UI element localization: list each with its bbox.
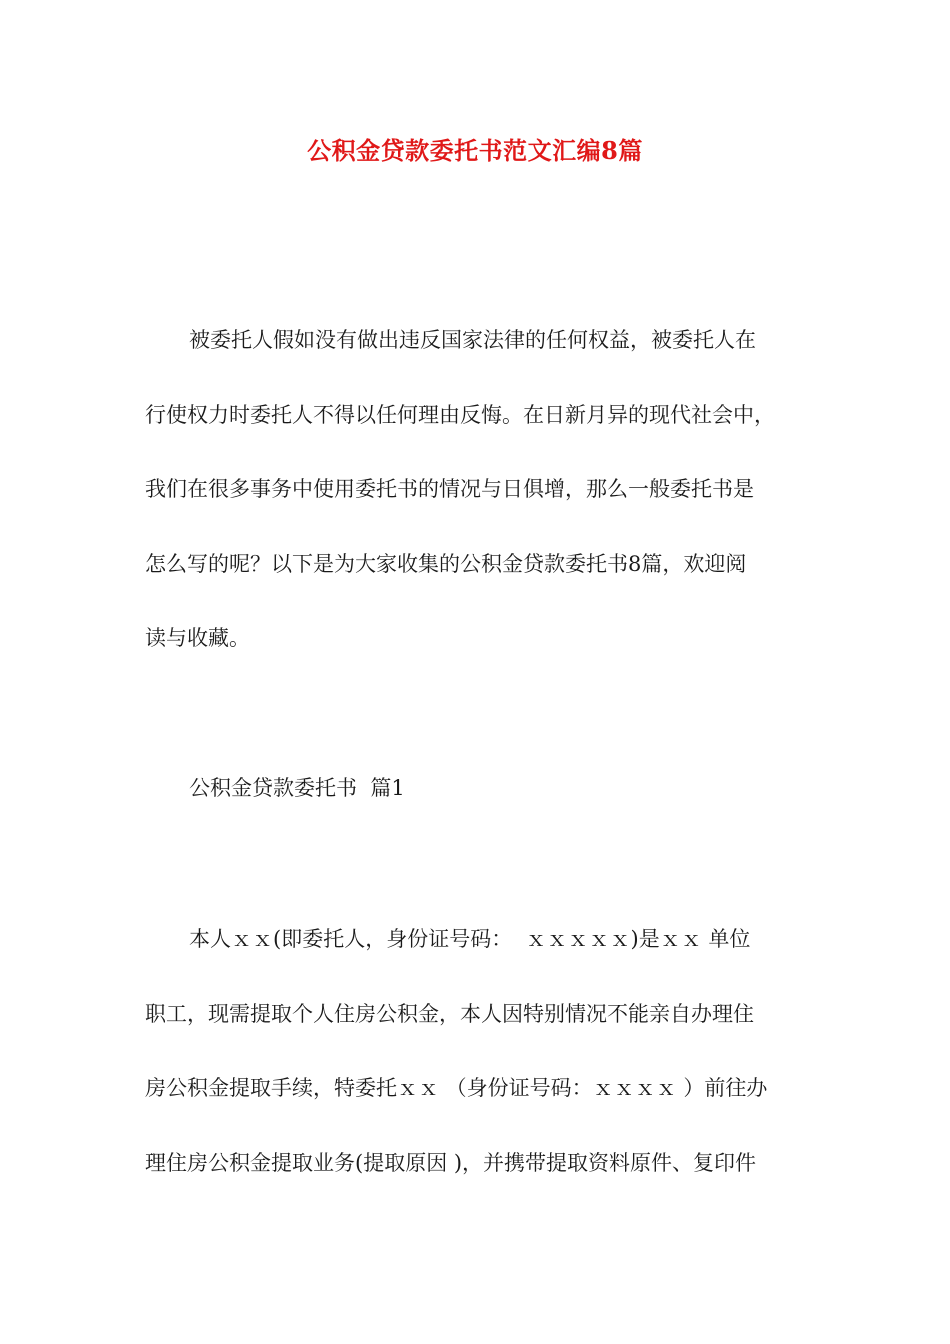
document-title: 公积金贷款委托书范文汇编8篇 [307, 136, 643, 165]
section-1-paragraph [145, 919, 810, 1217]
text-line: 被委托人假如没有做出违反国家法律的任何权益，被委托人在 [189, 328, 756, 352]
intro-paragraph [145, 320, 810, 693]
text-line: 理住房公积金提取业务(提取原因 )，并携带提取资料原件、复印件 [145, 1150, 757, 1175]
text-line: 读与收藏。 [145, 626, 250, 650]
text-line: 本人ｘｘ(即委托人，身份证号码： ｘｘｘｘｘ)是ｘｘ 单位 [189, 927, 751, 951]
text-line: 怎么写的呢？以下是为大家收集的公积金贷款委托书8篇，欢迎阅 [145, 551, 747, 576]
text-line: 房公积金提取手续，特委托ｘｘ （身份证号码：ｘｘｘｘ ）前往办 [145, 1076, 768, 1100]
text-line: 职工，现需提取个人住房公积金，本人因特别情况不能亲自办理住 [145, 1001, 754, 1026]
section-heading: 公积金贷款委托书 篇1 [189, 776, 405, 800]
text-line: 行使权力时委托人不得以任何理由反悔。在日新月异的现代社会中， [145, 402, 775, 427]
text-line: 我们在很多事务中使用委托书的情况与日俱增，那么一般委托书是 [145, 477, 754, 501]
